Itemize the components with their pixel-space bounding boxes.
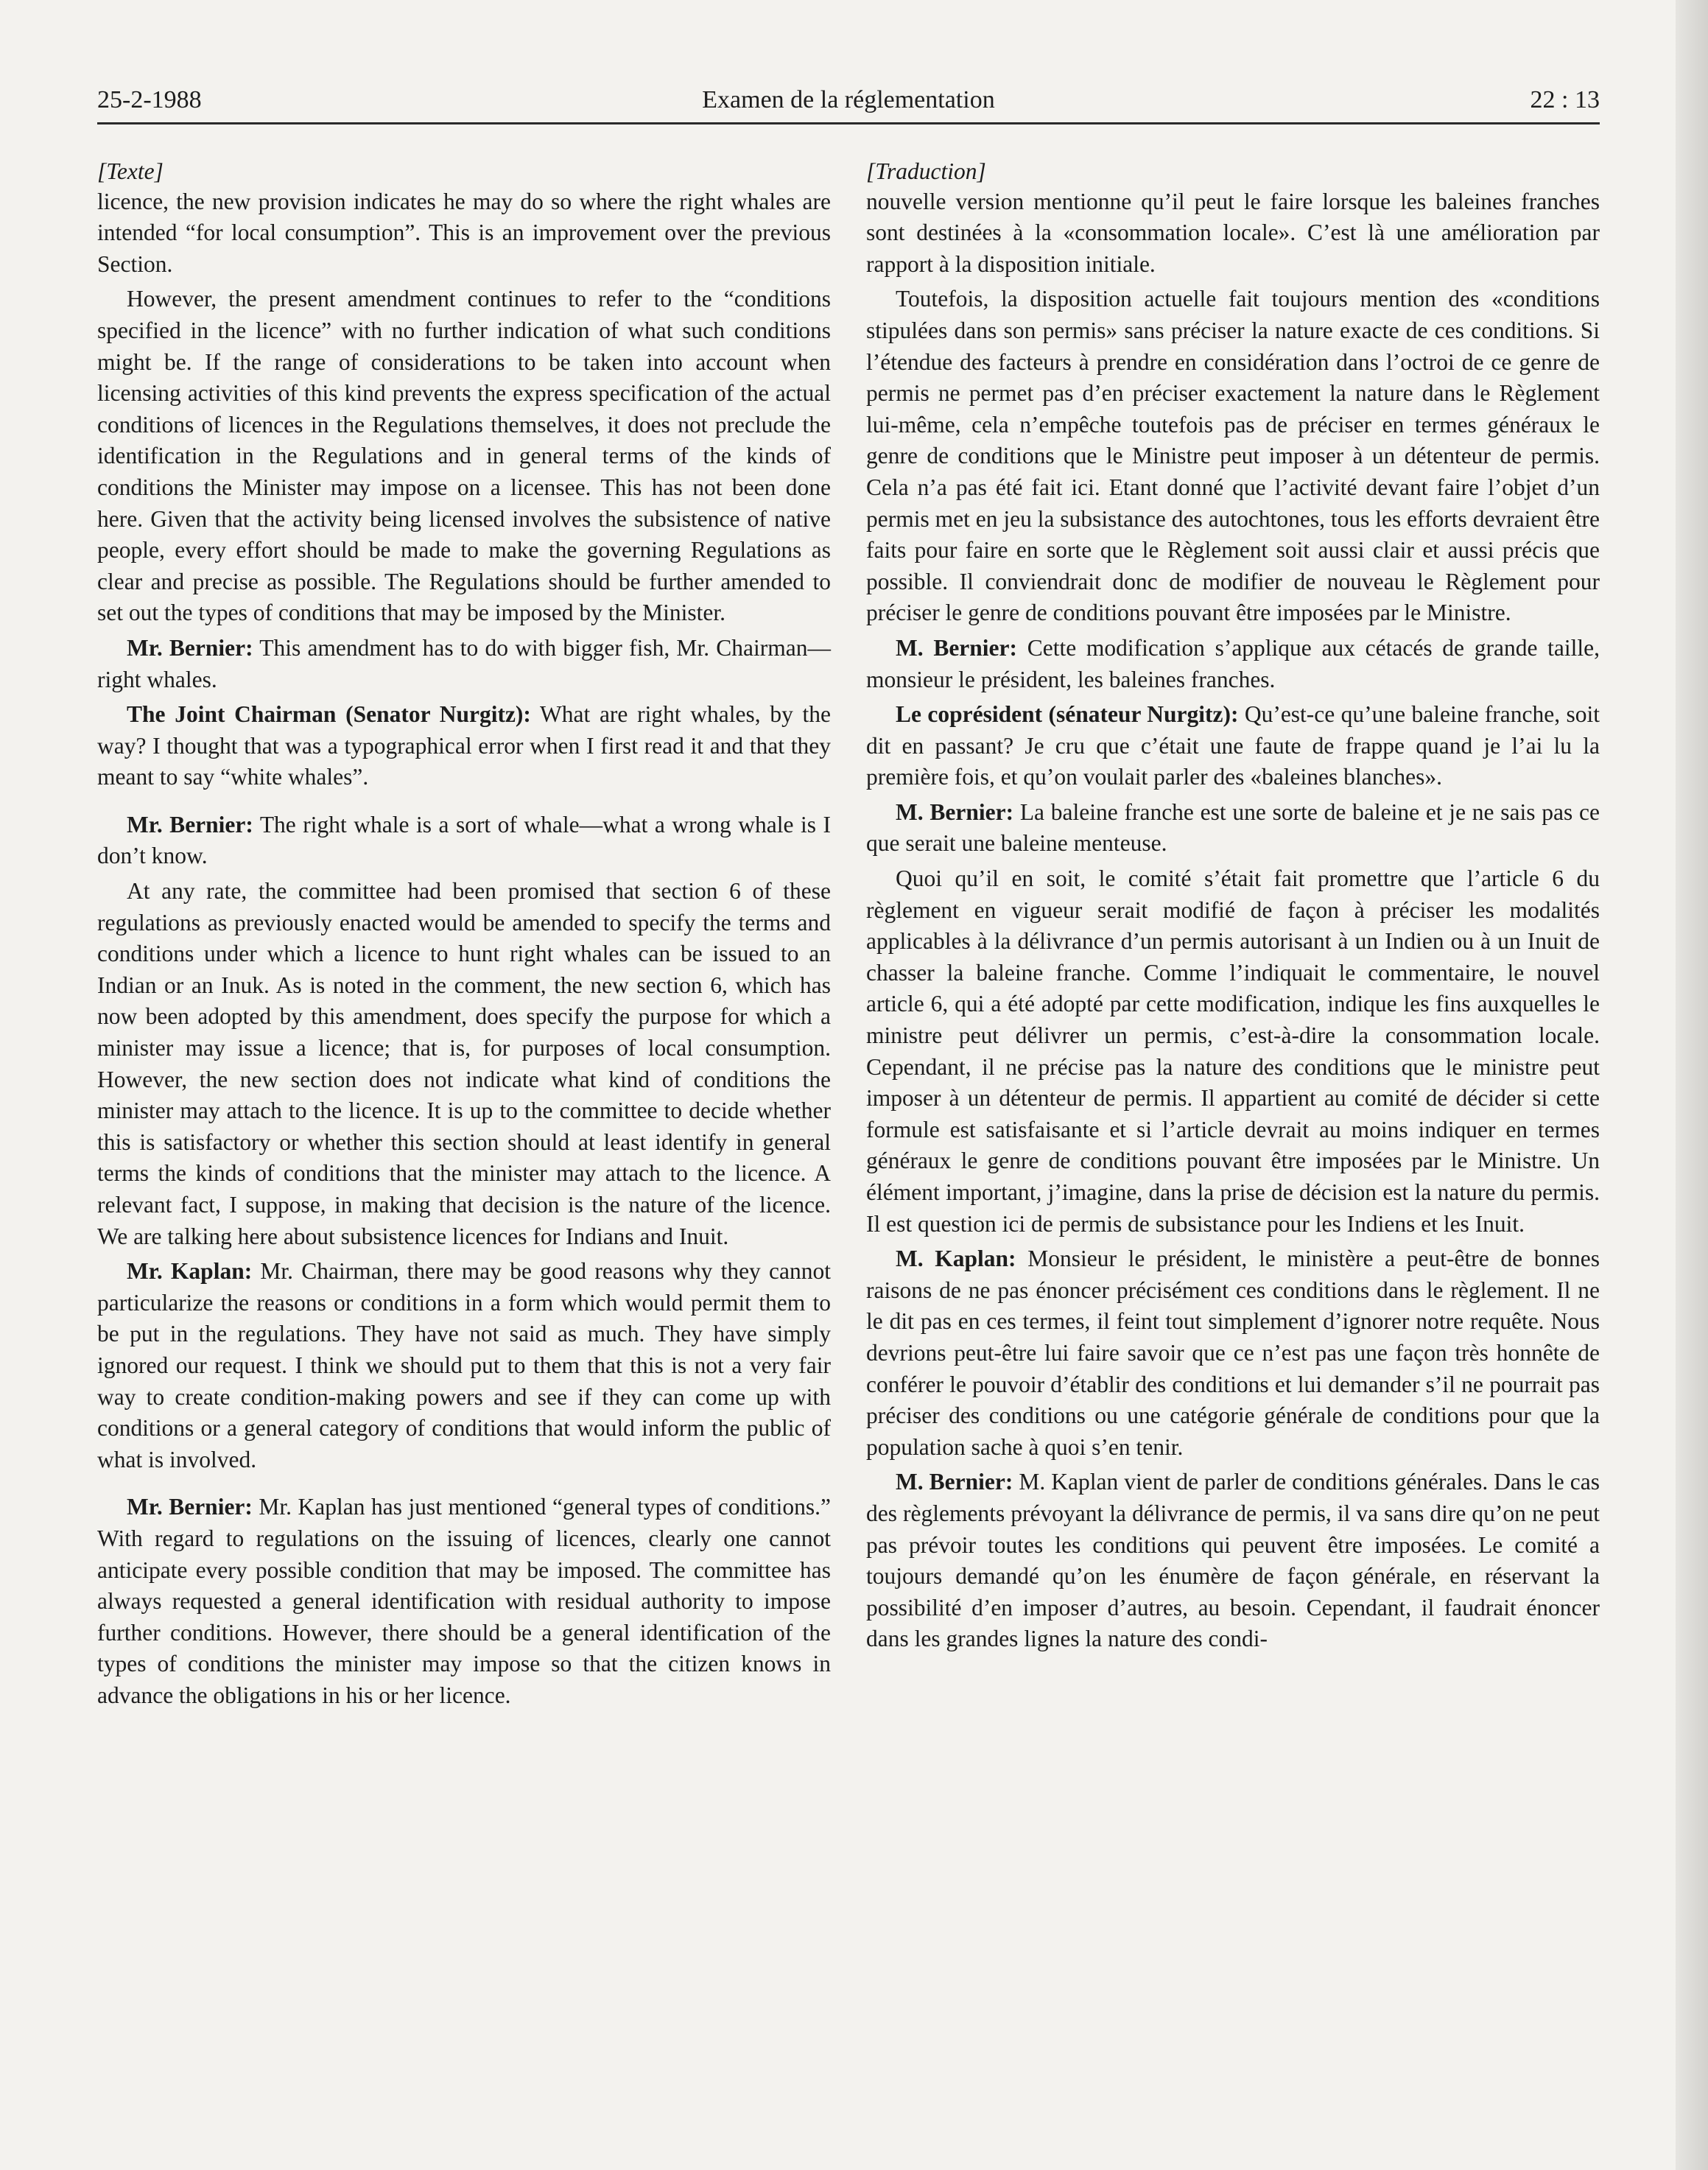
speaker-name: M. Kaplan: xyxy=(896,1246,1016,1272)
speech-paragraph xyxy=(97,633,831,695)
speech-paragraph xyxy=(97,1256,831,1475)
speech-text: Qu’est-ce qu’une baleine franche, soit dit en passant? Je cru que c’était une faute de frappe quand je l’ai lu la première fois, et qu’on voulait parler des «baleines blanches». xyxy=(866,701,1600,790)
paragraph: nouvelle version mentionne qu’il peut le faire lorsque les baleines franches sont destinées à la «consommation locale». C’est là une amélioration par rapport à la disposition initiale. xyxy=(866,188,1600,277)
speech-text: The right whale is a sort of whale—what a wrong whale is I don’t know. xyxy=(97,811,831,869)
speaker-name: The Joint Chairman (Senator Nurgitz): xyxy=(127,701,531,728)
speech-paragraph xyxy=(866,797,1600,860)
paragraph: At any rate, the committee had been promised that section 6 of these regulations as previously enacted would be amended to specify the terms and conditions under which a licence to hunt right whales can be issued to an Indian or an Inuk. As is noted in the comment, the new section 6, which has now been adopted by this amendment, does specify the purpose for which a minister may issue a licence; that is, for purposes of local consumption. However, the new section does not indicate what kind of conditions the minister may attach to the licence. It is up to the committee to decide whether this is satisfactory or whether this section should at least identify in general terms the kinds of conditions that the minister may attach to the licence. A relevant fact, I suppose, in making that decision is the nature of the licence. We are talking here about subsistence licences for Indians and Inuit. xyxy=(97,878,831,1249)
speech-text: M. Kaplan vient de parler de conditions générales. Dans le cas des règlements prévoyant la délivrance de permis, il va sans dire qu’on ne peut pas prévoir toutes les conditions qui peuvent être imposées. Le comité a toujours demandé qu’on les énumère de façon générale, en réservant la possibilité d’en imposer d’autres, au besoin. Cependant, il faudrait énoncer dans les grandes lignes la nature des condi- xyxy=(866,1469,1600,1652)
speaker-name: Mr. Bernier: xyxy=(127,634,253,661)
column-label-traduction: [Traduction] xyxy=(866,158,986,184)
french-column xyxy=(866,156,1600,1659)
header-date: 25-2-1988 xyxy=(97,86,202,113)
speech-text: Cette modification s’applique aux cétacés de grande taille, monsieur le président, les baleines franches. xyxy=(866,634,1600,692)
speech-paragraph xyxy=(866,699,1600,793)
speaker-name: Mr. Kaplan: xyxy=(127,1258,253,1285)
page-edge xyxy=(1676,0,1708,2170)
speaker-name: Le coprésident (sénateur Nurgitz): xyxy=(896,701,1239,728)
speaker-name: M. Bernier: xyxy=(896,798,1014,825)
english-column xyxy=(97,156,831,1716)
speech-text: This amendment has to do with bigger fish, Mr. Chairman—right whales. xyxy=(97,634,831,692)
speech-paragraph xyxy=(97,699,831,793)
speech-text: Mr. Chairman, there may be good reasons why they cannot particularize the reasons or conditions in a form which would permit them to be put in the regulations. They have not said as much. They have simply ignored our request. I think we should put to them that this is not a very fair way to create condition-making powers and see if they can come up with conditions or a general category of conditions that would inform the public of what is involved. xyxy=(97,1258,831,1472)
speaker-name: Mr. Bernier: xyxy=(127,811,253,838)
column-label-texte: [Texte] xyxy=(97,158,164,184)
speech-text: La baleine franche est une sorte de baleine et je ne sais pas ce que serait une baleine menteuse. xyxy=(866,798,1600,857)
speaker-name: M. Bernier: xyxy=(896,634,1018,661)
speech-text: Mr. Kaplan has just mentioned “general types of conditions.” With regard to regulations on the issuing of licences, clearly one cannot anticipate every possible condition that may be imposed. The committee has always requested a general identification with residual authority to impose further conditions. However, there should be a general identification of the types of conditions the minister may impose so that the citizen knows in advance the obligations in his or her licence. xyxy=(97,1494,831,1708)
speech-text: What are right whales, by the way? I thought that was a typographical error when I first read it and that they meant to say “white whales”. xyxy=(97,701,832,790)
speaker-name: Mr. Bernier: xyxy=(127,1494,253,1520)
paragraph: licence, the new provision indicates he may do so where the right whales are intended “for local consumption”. This is an improvement over the previous Section. xyxy=(97,188,831,277)
speech-paragraph xyxy=(866,1243,1600,1463)
header-page-number: 22 : 13 xyxy=(1530,86,1600,113)
page-header xyxy=(97,80,1600,121)
speech-paragraph xyxy=(97,1492,831,1711)
paragraph: However, the present amendment continues to refer to the “conditions specified in the licence” with no further indication of what such conditions might be. If the range of considerations to be taken into account when licensing activities of this kind prevents the express specification of the actual conditions of licences in the Regulations themselves, it does not preclude the identification in the Regulations and in general terms of the kinds of conditions the Minister may impose on a licensee. This has not been done here. Given that the activity being licensed involves the subsistence of native people, every effort should be made to make the governing Regulations as clear and precise as possible. The Regulations should be further amended to set out the types of conditions that may be imposed by the Minister. xyxy=(97,286,831,626)
speech-text: Monsieur le président, le ministère a peut-être de bonnes raisons de ne pas énoncer précisément ces conditions dans le règlement. Il ne le dit pas en ces termes, il feint tout simplement d’ignorer notre requête. Nous devrions peut-être lui faire savoir que ce n’est pas une façon très honnête de conférer le pouvoir d’établir des conditions et lui demander s’il ne pourrait pas préciser des conditions ou une catégorie générale de conditions pour que la population sache à quoi s’en tenir. xyxy=(866,1246,1600,1460)
header-rule xyxy=(97,122,1600,124)
speech-paragraph xyxy=(97,810,831,872)
speaker-name: M. Bernier: xyxy=(896,1469,1013,1495)
speech-paragraph xyxy=(866,1467,1600,1655)
paragraph: Quoi qu’il en soit, le comité s’était fait promettre que l’article 6 du règlement en vigueur serait modifié de façon à préciser les modalités applicables à la délivrance d’un permis autorisant à un Indien ou à un Inuit de chasser la baleine franche. Comme l’indiquait le commentaire, le nouvel article 6, qui a été adopté par cette modification, indique les fins auxquelles le ministre peut délivrer un permis, c’est-à-dire la consommation locale. Cependant, il ne précise pas la nature des conditions que le ministre peut imposer à un détenteur de permis. Il appartient au comité de décider si cette formule est satisfaisante et si l’article devrait au moins indiquer en termes généraux le genre de conditions pouvant être imposées par le Ministre. Un élément important, j’imagine, dans la prise de décision est la nature du permis. Il est question ici de permis de subsistance pour les Indiens et les Inuit. xyxy=(866,865,1600,1237)
speech-paragraph xyxy=(866,633,1600,695)
header-title: Examen de la réglementation xyxy=(702,86,995,113)
paragraph: Toutefois, la disposition actuelle fait toujours mention des «conditions stipulées dans son permis» sans préciser la nature exacte de ces conditions. Si l’étendue des facteurs à prendre en considération dans l’octroi de ce genre de permis ne permet pas d’en préciser exactement la nature dans le Règlement lui-même, cela n’empêche toutefois pas de préciser en termes généraux le genre de conditions que le Ministre peut imposer à un détenteur de permis. Cela n’a pas été fait ici. Etant donné que l’activité devant faire l’objet d’un permis met en jeu la subsistance des autochtones, tous les efforts devraient être faits pour faire en sorte que le Règlement soit aussi clair et aussi précis que possible. Il conviendrait donc de modifier de nouveau le Règlement pour préciser le genre de conditions pouvant être imposées par le Ministre. xyxy=(866,286,1600,626)
